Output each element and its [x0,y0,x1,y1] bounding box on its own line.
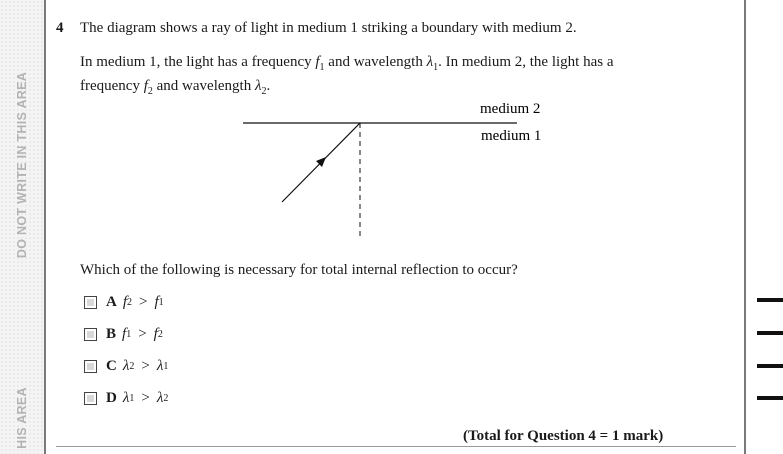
medium-2-label: medium 2 [480,101,541,117]
scan-mark [757,364,783,368]
option-d-checkbox[interactable] [84,392,97,405]
option-c-checkbox[interactable] [84,360,97,373]
right-border [744,0,746,454]
scan-mark [757,331,783,335]
option-b-checkbox[interactable] [84,328,97,341]
ray-diagram [240,98,560,248]
option-d[interactable]: D λ 1 > λ 2 [84,390,168,407]
option-a-checkbox[interactable] [84,296,97,309]
scan-mark [757,298,783,302]
option-c[interactable]: C λ 2 > λ 1 [84,358,168,375]
medium-1-label: medium 1 [481,128,542,144]
option-b[interactable]: B f 1 > f 2 [84,326,163,343]
margin-border [44,0,46,454]
margin-warning: DO NOT WRITE IN THIS AREA [15,71,29,259]
question-prompt: Which of the following is necessary for total internal reflection to occur? [80,262,518,278]
question-context: In medium 1, the light has a frequency $f_1$ and wavelength $\lambda_1$. In medium 2, the light has a frequency $f_2$ and wavelength $\lambda_2$. [80,54,614,97]
question-intro: The diagram shows a ray of light in medium 1 striking a boundary with medium 2. [80,20,577,36]
divider [56,446,736,447]
question-number: 4 [56,20,64,36]
scan-mark [757,396,783,400]
total-marks: (Total for Question 4 = 1 mark) [463,428,664,444]
margin-warning-secondary: HIS AREA [15,387,29,449]
option-a[interactable]: A f 2 > f 1 [84,294,164,311]
